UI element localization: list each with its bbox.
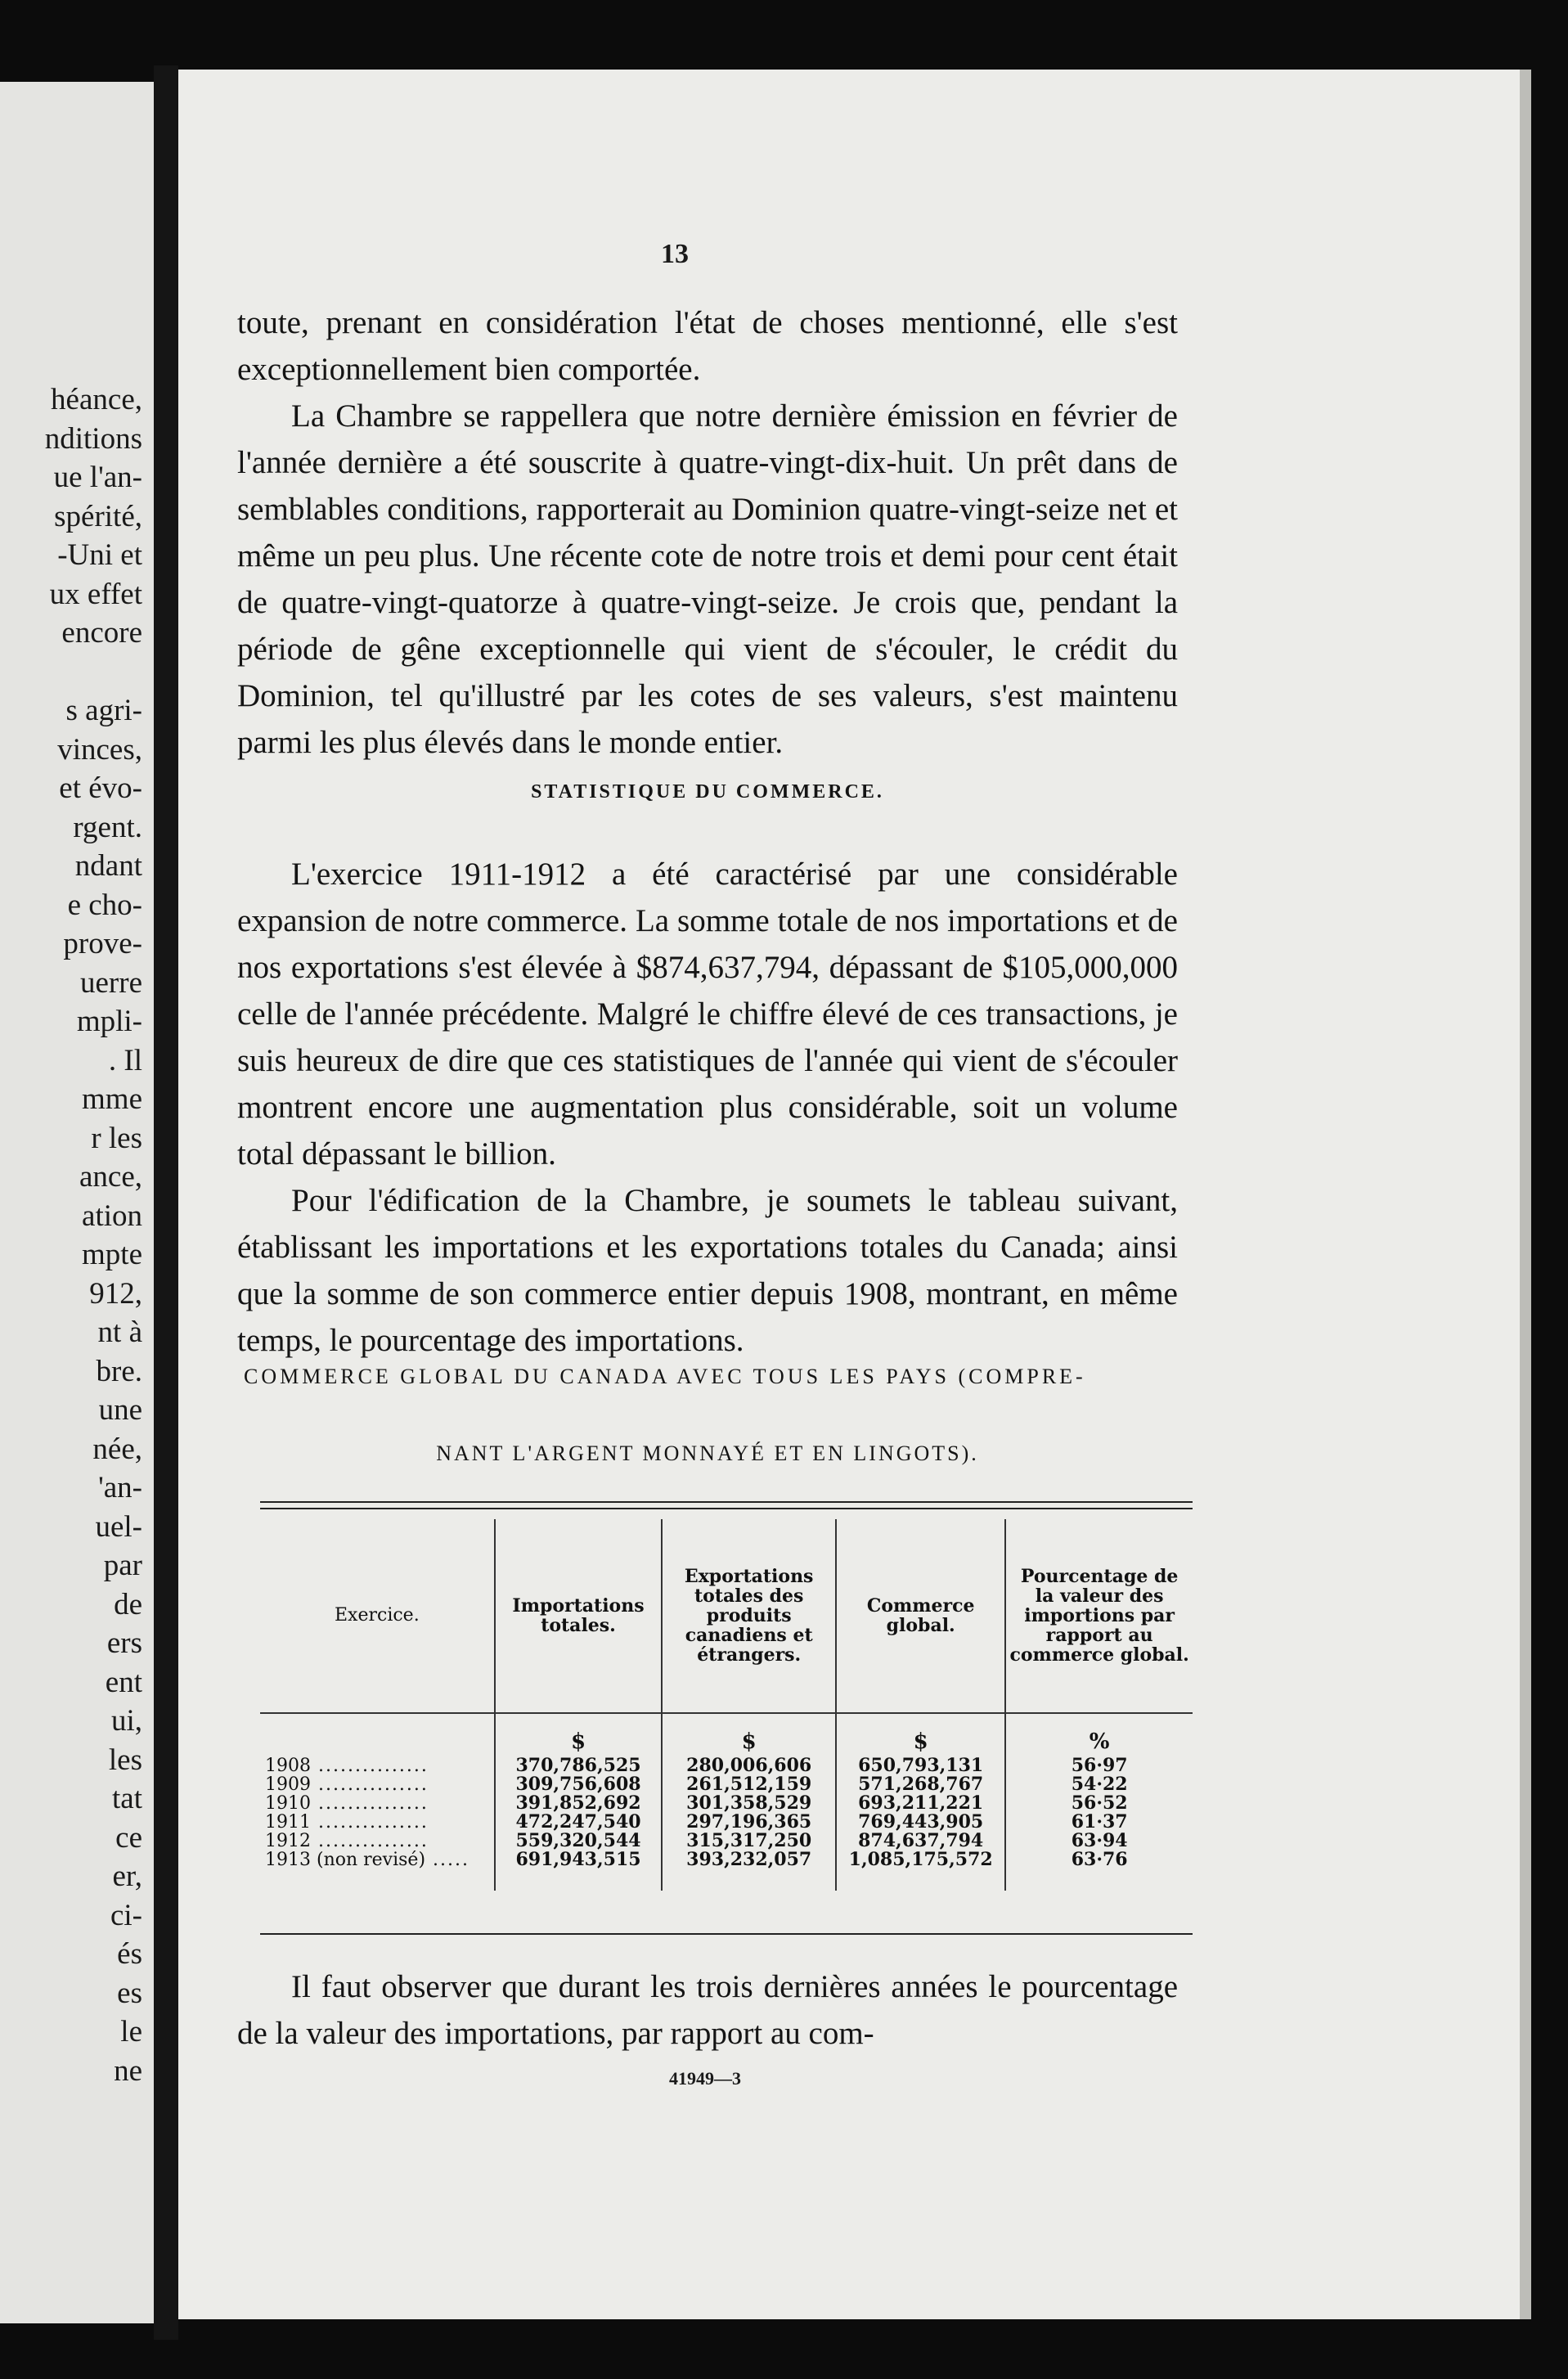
- paragraph: Il faut observer que durant les trois dernières années le pourcentage de la valeur des importations, par rapport au com-: [237, 1969, 1178, 2051]
- total-cell: 571,268,767: [836, 1775, 1005, 1794]
- imports-cell: 559,320,544: [495, 1832, 663, 1851]
- table-row: [260, 1794, 1193, 1813]
- book-gutter: [154, 65, 178, 2340]
- header-commerce: Commerce global.: [836, 1519, 1005, 1713]
- total-cell: 1,085,175,572: [836, 1851, 1005, 1891]
- unit-cell: $: [662, 1713, 836, 1756]
- imports-cell: 309,756,608: [495, 1775, 663, 1794]
- printer-signature: 41949—3: [669, 2068, 741, 2089]
- paragraph: La Chambre se rappellera que notre dernière émission en février de l'année dernière a été souscrite à quatre-vingt-dix-huit. Un prêt dans de semblables conditions, rapporterait au Dominion quatre-vingt-seize net et même un peu plus. Une récente cote de notre trois et demi pour cent était de quatre-vingt-quatorze à quatre-vingt-seize. Je crois que, pendant la période de gêne exceptionnelle qui vient de s'écouler, le crédit du Dominion, tel qu'illustré par les cotes de ses valeurs, s'est maintenu parmi les plus élevés dans le monde entier.: [237, 398, 1178, 760]
- year-cell: 1913 (non revisé) .....: [265, 1850, 470, 1870]
- exports-cell: 315,317,250: [662, 1832, 836, 1851]
- table-rule-bottom: [260, 1933, 1193, 1935]
- section-heading: STATISTIQUE DU COMMERCE.: [531, 781, 884, 803]
- unit-cell: $: [495, 1713, 663, 1756]
- unit-row: [260, 1713, 1193, 1756]
- table-row: [260, 1832, 1193, 1851]
- left-page-edge: [0, 82, 154, 2323]
- imports-cell: 472,247,540: [495, 1813, 663, 1832]
- total-cell: 650,793,131: [836, 1756, 1005, 1775]
- percentage-cell: 56·97: [1005, 1756, 1193, 1775]
- exports-cell: 301,358,529: [662, 1794, 836, 1813]
- exports-cell: 280,006,606: [662, 1756, 836, 1775]
- page-number: 13: [661, 239, 689, 269]
- table-title: COMMERCE GLOBAL DU CANADA AVEC TOUS LES PAYS (COMPRE-: [244, 1365, 1086, 1388]
- page-edge-shadow: [1520, 70, 1531, 2319]
- exports-cell: 297,196,365: [662, 1813, 836, 1832]
- exports-cell: 261,512,159: [662, 1775, 836, 1794]
- total-cell: 769,443,905: [836, 1813, 1005, 1832]
- imports-cell: 370,786,525: [495, 1756, 663, 1775]
- table-row: [260, 1775, 1193, 1794]
- year-cell: 1912 ...............: [265, 1831, 429, 1851]
- paragraph: L'exercice 1911-1912 a été caractérisé par une considérable expansion de notre commerce. La somme totale de nos importations et de nos exportations s'est élevée à $874,637,794, dépassant de $105,000,000 celle de l'année précédente. Malgré le chiffre élevé de ces transactions, je suis heureux de dire que ces statistiques de l'année qui vient de s'écouler montrent encore une augmentation plus considérable, soit un volume total dépassant le billion.: [237, 857, 1178, 1172]
- header-exports: Exportations totales des produits canadiens et étrangers.: [662, 1519, 836, 1713]
- table-rule: [260, 1508, 1193, 1509]
- intro-text: [237, 299, 1178, 766]
- unit-cell: $: [836, 1713, 1005, 1756]
- total-cell: 874,637,794: [836, 1832, 1005, 1851]
- imports-cell: 691,943,515: [495, 1851, 663, 1891]
- commerce-table: [260, 1519, 1193, 1891]
- unit-cell: [260, 1713, 495, 1756]
- total-cell: 693,211,221: [836, 1794, 1005, 1813]
- table-row: [260, 1813, 1193, 1832]
- header-percentage: Pourcentage de la valeur des importions par rapport au commerce global.: [1005, 1519, 1193, 1713]
- left-page-text: héance, nditions ue l'an- spérité, -Uni et ux effet encore s agri- vinces, et évo- rgent. ndant e cho- prove- uerre mpli- . Il mme r les ance, ation mpte 912, nt à bre. une née, 'an- uel- par de ers ent ui, les tat ce er, ci- és es le ne: [44, 383, 142, 2088]
- table-row: [260, 1756, 1193, 1775]
- table-row: [260, 1851, 1193, 1891]
- paragraph: toute, prenant en considération l'état de choses mentionné, elle s'est exceptionnellement bien comportée.: [237, 305, 1178, 387]
- unit-cell: %: [1005, 1713, 1193, 1756]
- table-title-continued: NANT L'ARGENT MONNAYÉ ET EN LINGOTS).: [436, 1441, 979, 1465]
- year-cell: 1908 ...............: [265, 1756, 429, 1776]
- statistics-text: [237, 851, 1178, 1364]
- paragraph: Pour l'édification de la Chambre, je soumets le tableau suivant, établissant les importations et les exportations totales du Canada; ainsi que la somme de son commerce entier depuis 1908, montrant, en même temps, le pourcentage des importations.: [237, 1183, 1178, 1358]
- year-cell: 1911 ...............: [265, 1812, 429, 1833]
- exports-cell: 393,232,057: [662, 1851, 836, 1891]
- percentage-cell: 63·94: [1005, 1832, 1193, 1851]
- year-cell: 1909 ...............: [265, 1774, 429, 1795]
- year-cell: 1910 ...............: [265, 1793, 429, 1814]
- percentage-cell: 54·22: [1005, 1775, 1193, 1794]
- closing-text: [237, 1963, 1178, 2057]
- percentage-cell: 61·37: [1005, 1813, 1193, 1832]
- percentage-cell: 56·52: [1005, 1794, 1193, 1813]
- imports-cell: 391,852,692: [495, 1794, 663, 1813]
- table-header-row: [260, 1519, 1193, 1713]
- table-rule: [260, 1501, 1193, 1503]
- header-imports: Importations totales.: [495, 1519, 663, 1713]
- header-exercise: Exercice.: [260, 1519, 495, 1713]
- percentage-cell: 63·76: [1005, 1851, 1193, 1891]
